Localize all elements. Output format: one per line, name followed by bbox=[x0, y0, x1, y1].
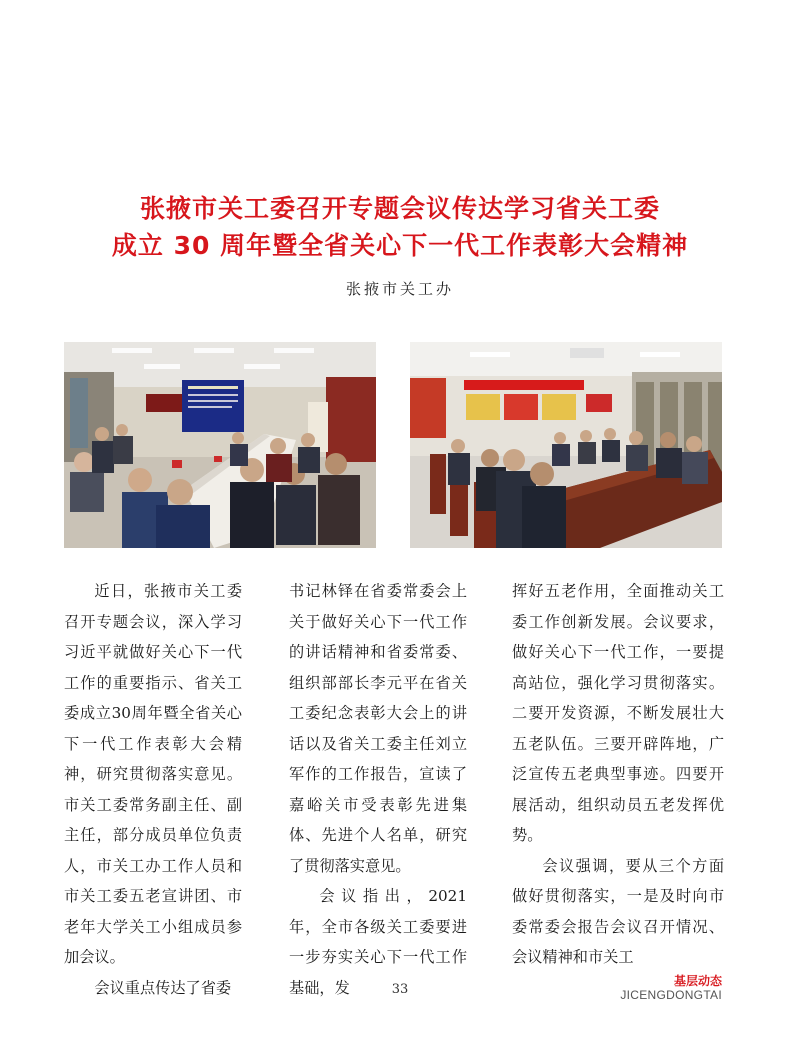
text-column-2 bbox=[289, 576, 467, 1003]
meeting-photo-2 bbox=[410, 342, 722, 548]
paragraph: 会议指出，2021 年，全市各级关工委要进一步夯实关心下一代工作基础，发 bbox=[289, 887, 467, 997]
section-title: 基层动态 bbox=[673, 974, 722, 988]
section-title-pinyin: JICENGDONGTAI bbox=[620, 988, 722, 1002]
paragraph: 书记林铎在省委常委会上关于做好关心下一代工作的讲话精神和省委常委、组织部部长李元平在省关工委纪念表彰大会上的讲话以及省关工委主任刘立军作的工作报告，宣读了嘉峪关市受表彰先进集体、先进个人名单，研究了贯彻落实意见。 bbox=[289, 582, 467, 875]
title-line-1: 张掖市关工委召开专题会议传达学习省关工委 bbox=[139, 194, 660, 223]
byline: 张掖市关工办 bbox=[345, 280, 454, 298]
article-title bbox=[0, 190, 800, 264]
paragraph: 会议重点传达了省委 bbox=[94, 978, 232, 997]
paragraph: 会议强调，要从三个方面做好贯彻落实，一是及时向市委常委会报告会议召开情况、会议精神和市关工 bbox=[512, 856, 724, 966]
text-column-3 bbox=[512, 576, 724, 973]
page-number: 33 bbox=[391, 982, 409, 997]
title-line-2: 成立 30 周年暨全省关心下一代工作表彰大会精神 bbox=[111, 231, 689, 260]
paragraph: 近日，张掖市关工委召开专题会议，深入学习习近平就做好关心下一代工作的重要指示、省关工委成立30周年暨全省关心下一代工作表彰大会精神，研究贯彻落实意见。市关工委常务副主任、副主任，部分成员单位负责人，市关工办工作人员和市关工委五老宣讲团、市老年大学关工小组成员参加会议。 bbox=[64, 582, 242, 966]
paragraph: 挥好五老作用，全面推动关工委工作创新发展。会议要求，做好关心下一代工作，一要提高站位，强化学习贯彻落实。二要开发资源，不断发展壮大五老队伍。三要开辟阵地，广泛宣传五老典型事迹。四要开展活动，组织动员五老发挥优势。 bbox=[512, 582, 724, 844]
text-column-1 bbox=[64, 576, 242, 1003]
meeting-photo-1 bbox=[64, 342, 376, 548]
